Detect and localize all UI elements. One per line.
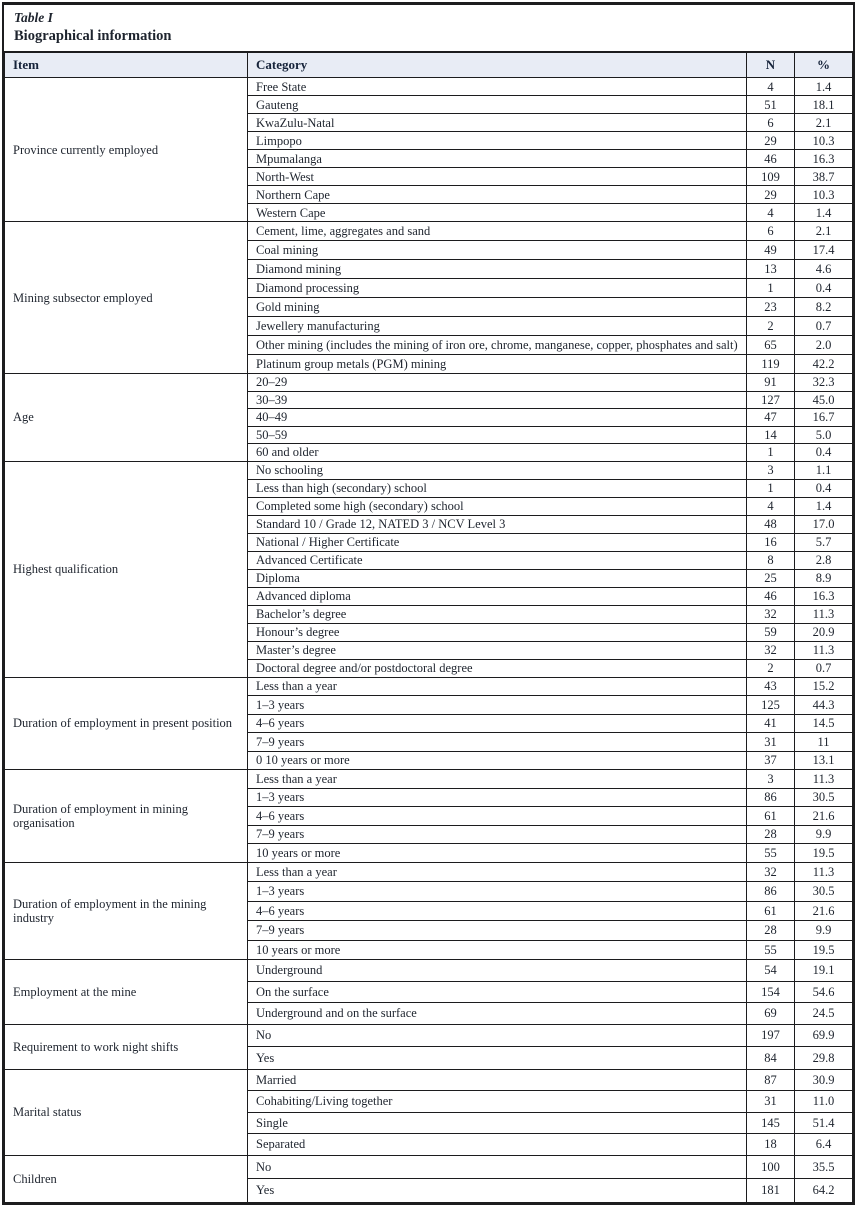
- table-row: [5, 222, 853, 241]
- category-cell: Diamond mining: [248, 260, 747, 279]
- n-cell: 54: [747, 960, 795, 982]
- n-cell: 87: [747, 1069, 795, 1091]
- percent-cell: 1.4: [795, 204, 853, 222]
- percent-cell: 1.4: [795, 78, 853, 96]
- header-item: Item: [5, 52, 248, 78]
- category-cell: 10 years or more: [248, 940, 747, 960]
- table-row: [5, 1024, 853, 1047]
- category-cell: Free State: [248, 78, 747, 96]
- n-cell: 86: [747, 788, 795, 807]
- category-cell: No: [248, 1155, 747, 1179]
- percent-cell: 10.3: [795, 186, 853, 204]
- item-cell: Marital status: [5, 1069, 248, 1155]
- category-cell: Less than a year: [248, 862, 747, 882]
- percent-cell: 11: [795, 733, 853, 752]
- category-cell: Platinum group metals (PGM) mining: [248, 355, 747, 374]
- n-cell: 41: [747, 714, 795, 733]
- category-cell: Other mining (includes the mining of iron ore, chrome, manganese, copper, phosphates and salt): [248, 336, 747, 355]
- percent-cell: 51.4: [795, 1112, 853, 1134]
- category-cell: Diploma: [248, 569, 747, 587]
- percent-cell: 0.7: [795, 317, 853, 336]
- item-cell: Mining subsector employed: [5, 222, 248, 374]
- category-cell: 1–3 years: [248, 882, 747, 902]
- category-cell: 50–59: [248, 426, 747, 444]
- percent-cell: 29.8: [795, 1047, 853, 1070]
- category-cell: Advanced Certificate: [248, 551, 747, 569]
- n-cell: 32: [747, 641, 795, 659]
- n-cell: 86: [747, 882, 795, 902]
- item-cell: Duration of employment in the mining industry: [5, 862, 248, 960]
- n-cell: 48: [747, 515, 795, 533]
- category-cell: Completed some high (secondary) school: [248, 497, 747, 515]
- n-cell: 28: [747, 825, 795, 844]
- percent-cell: 19.1: [795, 960, 853, 982]
- table-row: [5, 960, 853, 982]
- percent-cell: 38.7: [795, 168, 853, 186]
- percent-cell: 16.3: [795, 587, 853, 605]
- category-cell: Standard 10 / Grade 12, NATED 3 / NCV Level 3: [248, 515, 747, 533]
- n-cell: 23: [747, 298, 795, 317]
- n-cell: 6: [747, 222, 795, 241]
- n-cell: 37: [747, 751, 795, 770]
- table-row: [5, 374, 853, 392]
- n-cell: 84: [747, 1047, 795, 1070]
- category-cell: 1–3 years: [248, 696, 747, 715]
- percent-cell: 30.9: [795, 1069, 853, 1091]
- category-cell: On the surface: [248, 981, 747, 1003]
- category-cell: Yes: [248, 1179, 747, 1203]
- n-cell: 43: [747, 677, 795, 696]
- table-title: Biographical information: [14, 27, 172, 44]
- n-cell: 32: [747, 605, 795, 623]
- item-cell: Province currently employed: [5, 78, 248, 222]
- table-row: [5, 1155, 853, 1179]
- category-cell: 40–49: [248, 409, 747, 427]
- category-cell: 4–6 years: [248, 807, 747, 826]
- percent-cell: 1.1: [795, 461, 853, 479]
- n-cell: 2: [747, 317, 795, 336]
- category-cell: Underground: [248, 960, 747, 982]
- percent-cell: 2.1: [795, 114, 853, 132]
- n-cell: 47: [747, 409, 795, 427]
- category-cell: Jewellery manufacturing: [248, 317, 747, 336]
- category-cell: Gauteng: [248, 96, 747, 114]
- category-cell: 60 and older: [248, 444, 747, 462]
- n-cell: 3: [747, 461, 795, 479]
- category-cell: 7–9 years: [248, 825, 747, 844]
- category-cell: Cement, lime, aggregates and sand: [248, 222, 747, 241]
- n-cell: 109: [747, 168, 795, 186]
- n-cell: 32: [747, 862, 795, 882]
- n-cell: 2: [747, 659, 795, 677]
- n-cell: 55: [747, 940, 795, 960]
- category-cell: Yes: [248, 1047, 747, 1070]
- n-cell: 61: [747, 807, 795, 826]
- percent-cell: 8.2: [795, 298, 853, 317]
- percent-cell: 20.9: [795, 623, 853, 641]
- header-row: [5, 52, 853, 78]
- item-cell: Age: [5, 374, 248, 462]
- percent-cell: 2.0: [795, 336, 853, 355]
- n-cell: 55: [747, 844, 795, 863]
- category-cell: 0 10 years or more: [248, 751, 747, 770]
- percent-cell: 32.3: [795, 374, 853, 392]
- percent-cell: 5.0: [795, 426, 853, 444]
- category-cell: Limpopo: [248, 132, 747, 150]
- category-cell: Honour’s degree: [248, 623, 747, 641]
- percent-cell: 19.5: [795, 844, 853, 863]
- percent-cell: 16.3: [795, 150, 853, 168]
- category-cell: 10 years or more: [248, 844, 747, 863]
- n-cell: 29: [747, 132, 795, 150]
- category-cell: Coal mining: [248, 241, 747, 260]
- percent-cell: 45.0: [795, 391, 853, 409]
- n-cell: 51: [747, 96, 795, 114]
- n-cell: 4: [747, 78, 795, 96]
- percent-cell: 11.3: [795, 605, 853, 623]
- category-cell: Cohabiting/Living together: [248, 1091, 747, 1113]
- percent-cell: 14.5: [795, 714, 853, 733]
- n-cell: 14: [747, 426, 795, 444]
- n-cell: 18: [747, 1134, 795, 1156]
- percent-cell: 21.6: [795, 807, 853, 826]
- n-cell: 1: [747, 479, 795, 497]
- category-cell: 7–9 years: [248, 733, 747, 752]
- category-cell: Diamond processing: [248, 279, 747, 298]
- item-cell: Duration of employment in mining organisation: [5, 770, 248, 863]
- category-cell: 1–3 years: [248, 788, 747, 807]
- percent-cell: 2.1: [795, 222, 853, 241]
- percent-cell: 0.7: [795, 659, 853, 677]
- table-row: [5, 677, 853, 696]
- percent-cell: 17.4: [795, 241, 853, 260]
- category-cell: Single: [248, 1112, 747, 1134]
- percent-cell: 16.7: [795, 409, 853, 427]
- percent-cell: 42.2: [795, 355, 853, 374]
- table-caption: [4, 5, 853, 51]
- category-cell: 7–9 years: [248, 921, 747, 941]
- table-row: [5, 770, 853, 789]
- category-cell: National / Higher Certificate: [248, 533, 747, 551]
- n-cell: 28: [747, 921, 795, 941]
- n-cell: 3: [747, 770, 795, 789]
- percent-cell: 13.1: [795, 751, 853, 770]
- percent-cell: 11.0: [795, 1091, 853, 1113]
- n-cell: 31: [747, 1091, 795, 1113]
- n-cell: 16: [747, 533, 795, 551]
- item-cell: Requirement to work night shifts: [5, 1024, 248, 1069]
- n-cell: 127: [747, 391, 795, 409]
- category-cell: Doctoral degree and/or postdoctoral degree: [248, 659, 747, 677]
- item-cell: Children: [5, 1155, 248, 1202]
- n-cell: 46: [747, 587, 795, 605]
- n-cell: 13: [747, 260, 795, 279]
- table-row: [5, 461, 853, 479]
- n-cell: 65: [747, 336, 795, 355]
- category-cell: Less than a year: [248, 677, 747, 696]
- n-cell: 4: [747, 204, 795, 222]
- n-cell: 181: [747, 1179, 795, 1203]
- header-n: N: [747, 52, 795, 78]
- percent-cell: 1.4: [795, 497, 853, 515]
- n-cell: 154: [747, 981, 795, 1003]
- n-cell: 46: [747, 150, 795, 168]
- category-cell: Western Cape: [248, 204, 747, 222]
- category-cell: Advanced diploma: [248, 587, 747, 605]
- percent-cell: 17.0: [795, 515, 853, 533]
- table-number: Table I: [14, 10, 53, 25]
- percent-cell: 0.4: [795, 479, 853, 497]
- n-cell: 100: [747, 1155, 795, 1179]
- category-cell: No schooling: [248, 461, 747, 479]
- n-cell: 61: [747, 901, 795, 921]
- n-cell: 145: [747, 1112, 795, 1134]
- category-cell: Gold mining: [248, 298, 747, 317]
- percent-cell: 18.1: [795, 96, 853, 114]
- percent-cell: 6.4: [795, 1134, 853, 1156]
- category-cell: Separated: [248, 1134, 747, 1156]
- percent-cell: 4.6: [795, 260, 853, 279]
- percent-cell: 69.9: [795, 1024, 853, 1047]
- n-cell: 69: [747, 1003, 795, 1025]
- percent-cell: 5.7: [795, 533, 853, 551]
- category-cell: Bachelor’s degree: [248, 605, 747, 623]
- n-cell: 49: [747, 241, 795, 260]
- category-cell: 4–6 years: [248, 901, 747, 921]
- percent-cell: 24.5: [795, 1003, 853, 1025]
- percent-cell: 0.4: [795, 444, 853, 462]
- percent-cell: 9.9: [795, 825, 853, 844]
- category-cell: Northern Cape: [248, 186, 747, 204]
- percent-cell: 54.6: [795, 981, 853, 1003]
- percent-cell: 35.5: [795, 1155, 853, 1179]
- n-cell: 197: [747, 1024, 795, 1047]
- item-cell: Employment at the mine: [5, 960, 248, 1025]
- n-cell: 4: [747, 497, 795, 515]
- percent-cell: 11.3: [795, 770, 853, 789]
- n-cell: 119: [747, 355, 795, 374]
- n-cell: 91: [747, 374, 795, 392]
- category-cell: Less than high (secondary) school: [248, 479, 747, 497]
- category-cell: Underground and on the surface: [248, 1003, 747, 1025]
- percent-cell: 19.5: [795, 940, 853, 960]
- category-cell: 20–29: [248, 374, 747, 392]
- n-cell: 59: [747, 623, 795, 641]
- category-cell: No: [248, 1024, 747, 1047]
- percent-cell: 15.2: [795, 677, 853, 696]
- item-cell: Highest qualification: [5, 461, 248, 677]
- percent-cell: 30.5: [795, 788, 853, 807]
- percent-cell: 11.3: [795, 641, 853, 659]
- item-cell: Duration of employment in present position: [5, 677, 248, 770]
- table-body: [5, 78, 853, 1203]
- category-cell: Married: [248, 1069, 747, 1091]
- percent-cell: 0.4: [795, 279, 853, 298]
- n-cell: 125: [747, 696, 795, 715]
- percent-cell: 9.9: [795, 921, 853, 941]
- category-cell: North-West: [248, 168, 747, 186]
- n-cell: 31: [747, 733, 795, 752]
- percent-cell: 64.2: [795, 1179, 853, 1203]
- category-cell: KwaZulu-Natal: [248, 114, 747, 132]
- percent-cell: 11.3: [795, 862, 853, 882]
- n-cell: 1: [747, 279, 795, 298]
- header-category: Category: [248, 52, 747, 78]
- header-percent: %: [795, 52, 853, 78]
- percent-cell: 2.8: [795, 551, 853, 569]
- biographical-table: [2, 2, 855, 1205]
- percent-cell: 10.3: [795, 132, 853, 150]
- category-cell: Less than a year: [248, 770, 747, 789]
- percent-cell: 44.3: [795, 696, 853, 715]
- n-cell: 6: [747, 114, 795, 132]
- table-row: [5, 862, 853, 882]
- table-row: [5, 1069, 853, 1091]
- category-cell: Master’s degree: [248, 641, 747, 659]
- data-table: [4, 51, 853, 1203]
- percent-cell: 30.5: [795, 882, 853, 902]
- n-cell: 1: [747, 444, 795, 462]
- percent-cell: 8.9: [795, 569, 853, 587]
- table-row: [5, 78, 853, 96]
- n-cell: 8: [747, 551, 795, 569]
- category-cell: Mpumalanga: [248, 150, 747, 168]
- percent-cell: 21.6: [795, 901, 853, 921]
- n-cell: 29: [747, 186, 795, 204]
- category-cell: 30–39: [248, 391, 747, 409]
- category-cell: 4–6 years: [248, 714, 747, 733]
- n-cell: 25: [747, 569, 795, 587]
